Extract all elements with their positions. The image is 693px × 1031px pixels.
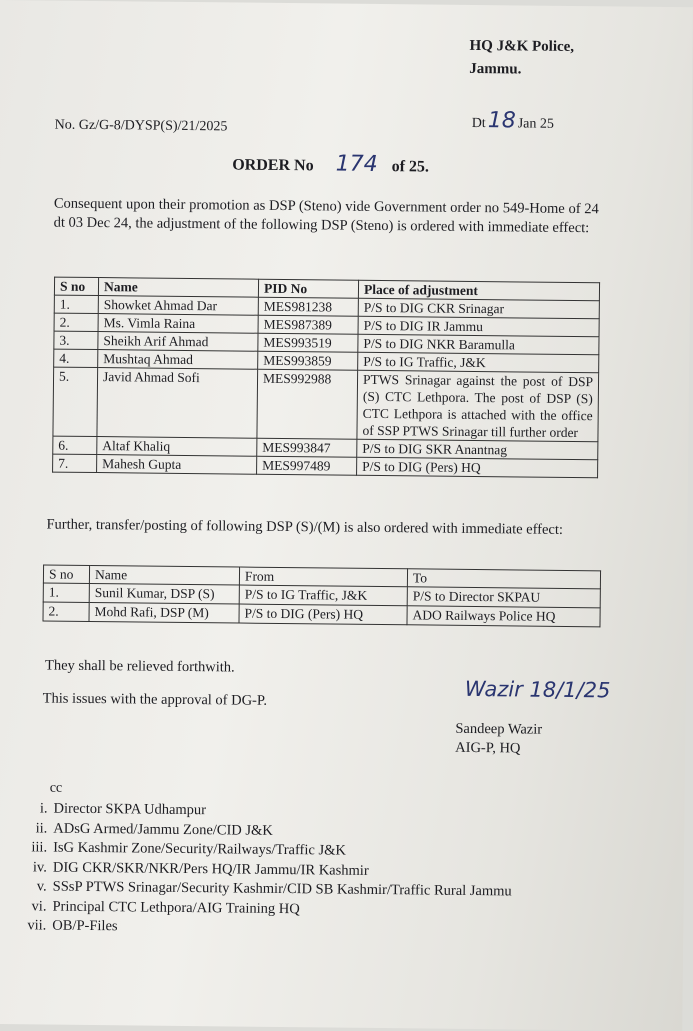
order-suffix: of 25. [391,158,430,176]
col-header-name: Name [89,565,239,585]
cc-item-text: Principal CTC Lethpora/AIG Training HQ [52,898,300,917]
cell-name: Mushtaq Ahmad [98,350,258,370]
relieved-note: They shall be relieved forthwith. [44,657,235,676]
cc-item-number: i. [39,800,48,817]
cell-place: PTWS Srinagar against the post of DSP (S) CTC Lethpora. The post of DSP (S) CTC Lethpora is attached with the office of SSP PTWS Srinagar till further order [357,370,599,442]
col-header-to: To [407,569,600,589]
cc-item-number: vi. [31,897,47,915]
cc-label: cc [49,780,63,796]
order-number-handwritten: 174 [335,151,378,177]
date-day-handwritten: 18 [487,108,516,134]
office-line-1: HQ J&K Police, [469,37,575,56]
order-date [472,108,554,134]
cc-item-number: v. [36,878,47,895]
cc-item-text: SSsP PTWS Srinagar/Security Kashmir/CID SB Kashmir/Traffic Rural Jammu [52,878,512,900]
cell-place: P/S to IG Traffic, J&K [358,352,599,373]
col-header-place: Place of adjustment [358,280,599,301]
cc-item-text: DIG CKR/SKR/NKR/Pers HQ/IR Jammu/IR Kashmir [52,859,369,879]
cc-item-text: OB/P-Files [52,917,118,935]
handwritten-signature: Wazir 18/1/25 [464,676,611,703]
cc-item-number: vii. [27,917,47,934]
col-header-name: Name [98,278,258,298]
cc-list [10,799,583,941]
cell-place: P/S to DIG CKR Srinagar [358,298,599,319]
cc-item-text: ADsG Armed/Jammu Zone/CID J&K [53,820,273,839]
cell-sno: 7. [53,454,97,472]
signatory-designation: AIG-P, HQ [455,739,521,757]
order-title [232,150,429,177]
cell-to: P/S to Director SKPAU [407,587,600,608]
cell-pid: MES997489 [257,456,357,475]
cell-sno: 3. [54,331,98,349]
approval-note: This issues with the approval of DG-P. [42,690,268,709]
col-header-sno: S no [43,565,89,583]
cell-name: Altaf Khaliq [97,437,257,457]
cell-name: Mahesh Gupta [97,455,257,475]
col-header-from: From [239,567,407,587]
cell-pid: MES981238 [258,297,358,316]
cell-pid: MES992988 [257,369,358,439]
transfer-table [42,564,601,627]
cell-pid: MES987389 [258,315,358,334]
cell-place: P/S to DIG (Pers) HQ [357,457,598,478]
cell-name: Javid Ahmad Sofi [97,368,258,439]
cell-to: ADO Railways Police HQ [407,606,600,627]
cell-sno: 5. [53,367,98,436]
office-header [469,35,574,82]
signatory-block [455,720,542,759]
intro-paragraph: Consequent upon their promotion as DSP (Steno) vide Government order no 549-Home of 24 dt 03 Dec 24, the adjustment of the following DSP (Steno) is ordered with immediate effect: [53,195,599,237]
cell-place: P/S to DIG SKR Anantnag [357,439,598,460]
signatory-name: Sandeep Wazir [455,720,543,738]
col-header-pid: PID No [258,279,358,298]
cell-sno: 6. [53,436,97,454]
office-line-2: Jammu. [469,60,522,78]
cell-name: Sheikh Arif Ahmad [98,332,258,352]
cell-name: Showket Ahmad Dar [98,296,258,316]
transfer-paragraph: Further, transfer/posting of following DSP (S)/(M) is also ordered with immediate effect: [46,516,564,538]
cell-from: P/S to IG Traffic, J&K [239,585,407,606]
table-row [53,367,599,442]
cell-pid: MES993859 [258,351,358,370]
cell-sno: 1. [54,295,98,313]
cell-pid: MES993847 [257,438,357,457]
adjustment-table [52,277,600,479]
cc-item-text: IsG Kashmir Zone/Security/Railways/Traffic J&K [53,839,346,859]
date-prefix: Dt [471,115,486,132]
cc-item-number: iv. [32,858,48,876]
cell-sno: 1. [43,583,89,602]
cc-item-number: ii. [35,819,48,837]
col-header-sno: S no [54,277,98,295]
cell-sno: 4. [54,349,98,367]
cell-name: Mohd Rafi, DSP (M) [89,602,239,623]
cell-place: P/S to DIG IR Jammu [358,316,599,337]
cell-place: P/S to DIG NKR Baramulla [358,334,599,355]
cc-item-text: Director SKPA Udhampur [53,800,207,819]
cc-item-number: iii. [31,839,48,856]
cell-name: Ms. Vimla Raina [98,314,258,334]
order-label: ORDER No [232,156,314,175]
cell-sno: 2. [54,313,98,331]
cell-pid: MES993519 [258,333,358,352]
date-suffix: Jan 25 [517,116,554,132]
reference-number: No. Gz/G-8/DYSP(S)/21/2025 [54,117,228,135]
cell-name: Sunil Kumar, DSP (S) [89,583,239,604]
cell-from: P/S to DIG (Pers) HQ [239,604,407,625]
cell-sno: 2. [43,602,89,621]
